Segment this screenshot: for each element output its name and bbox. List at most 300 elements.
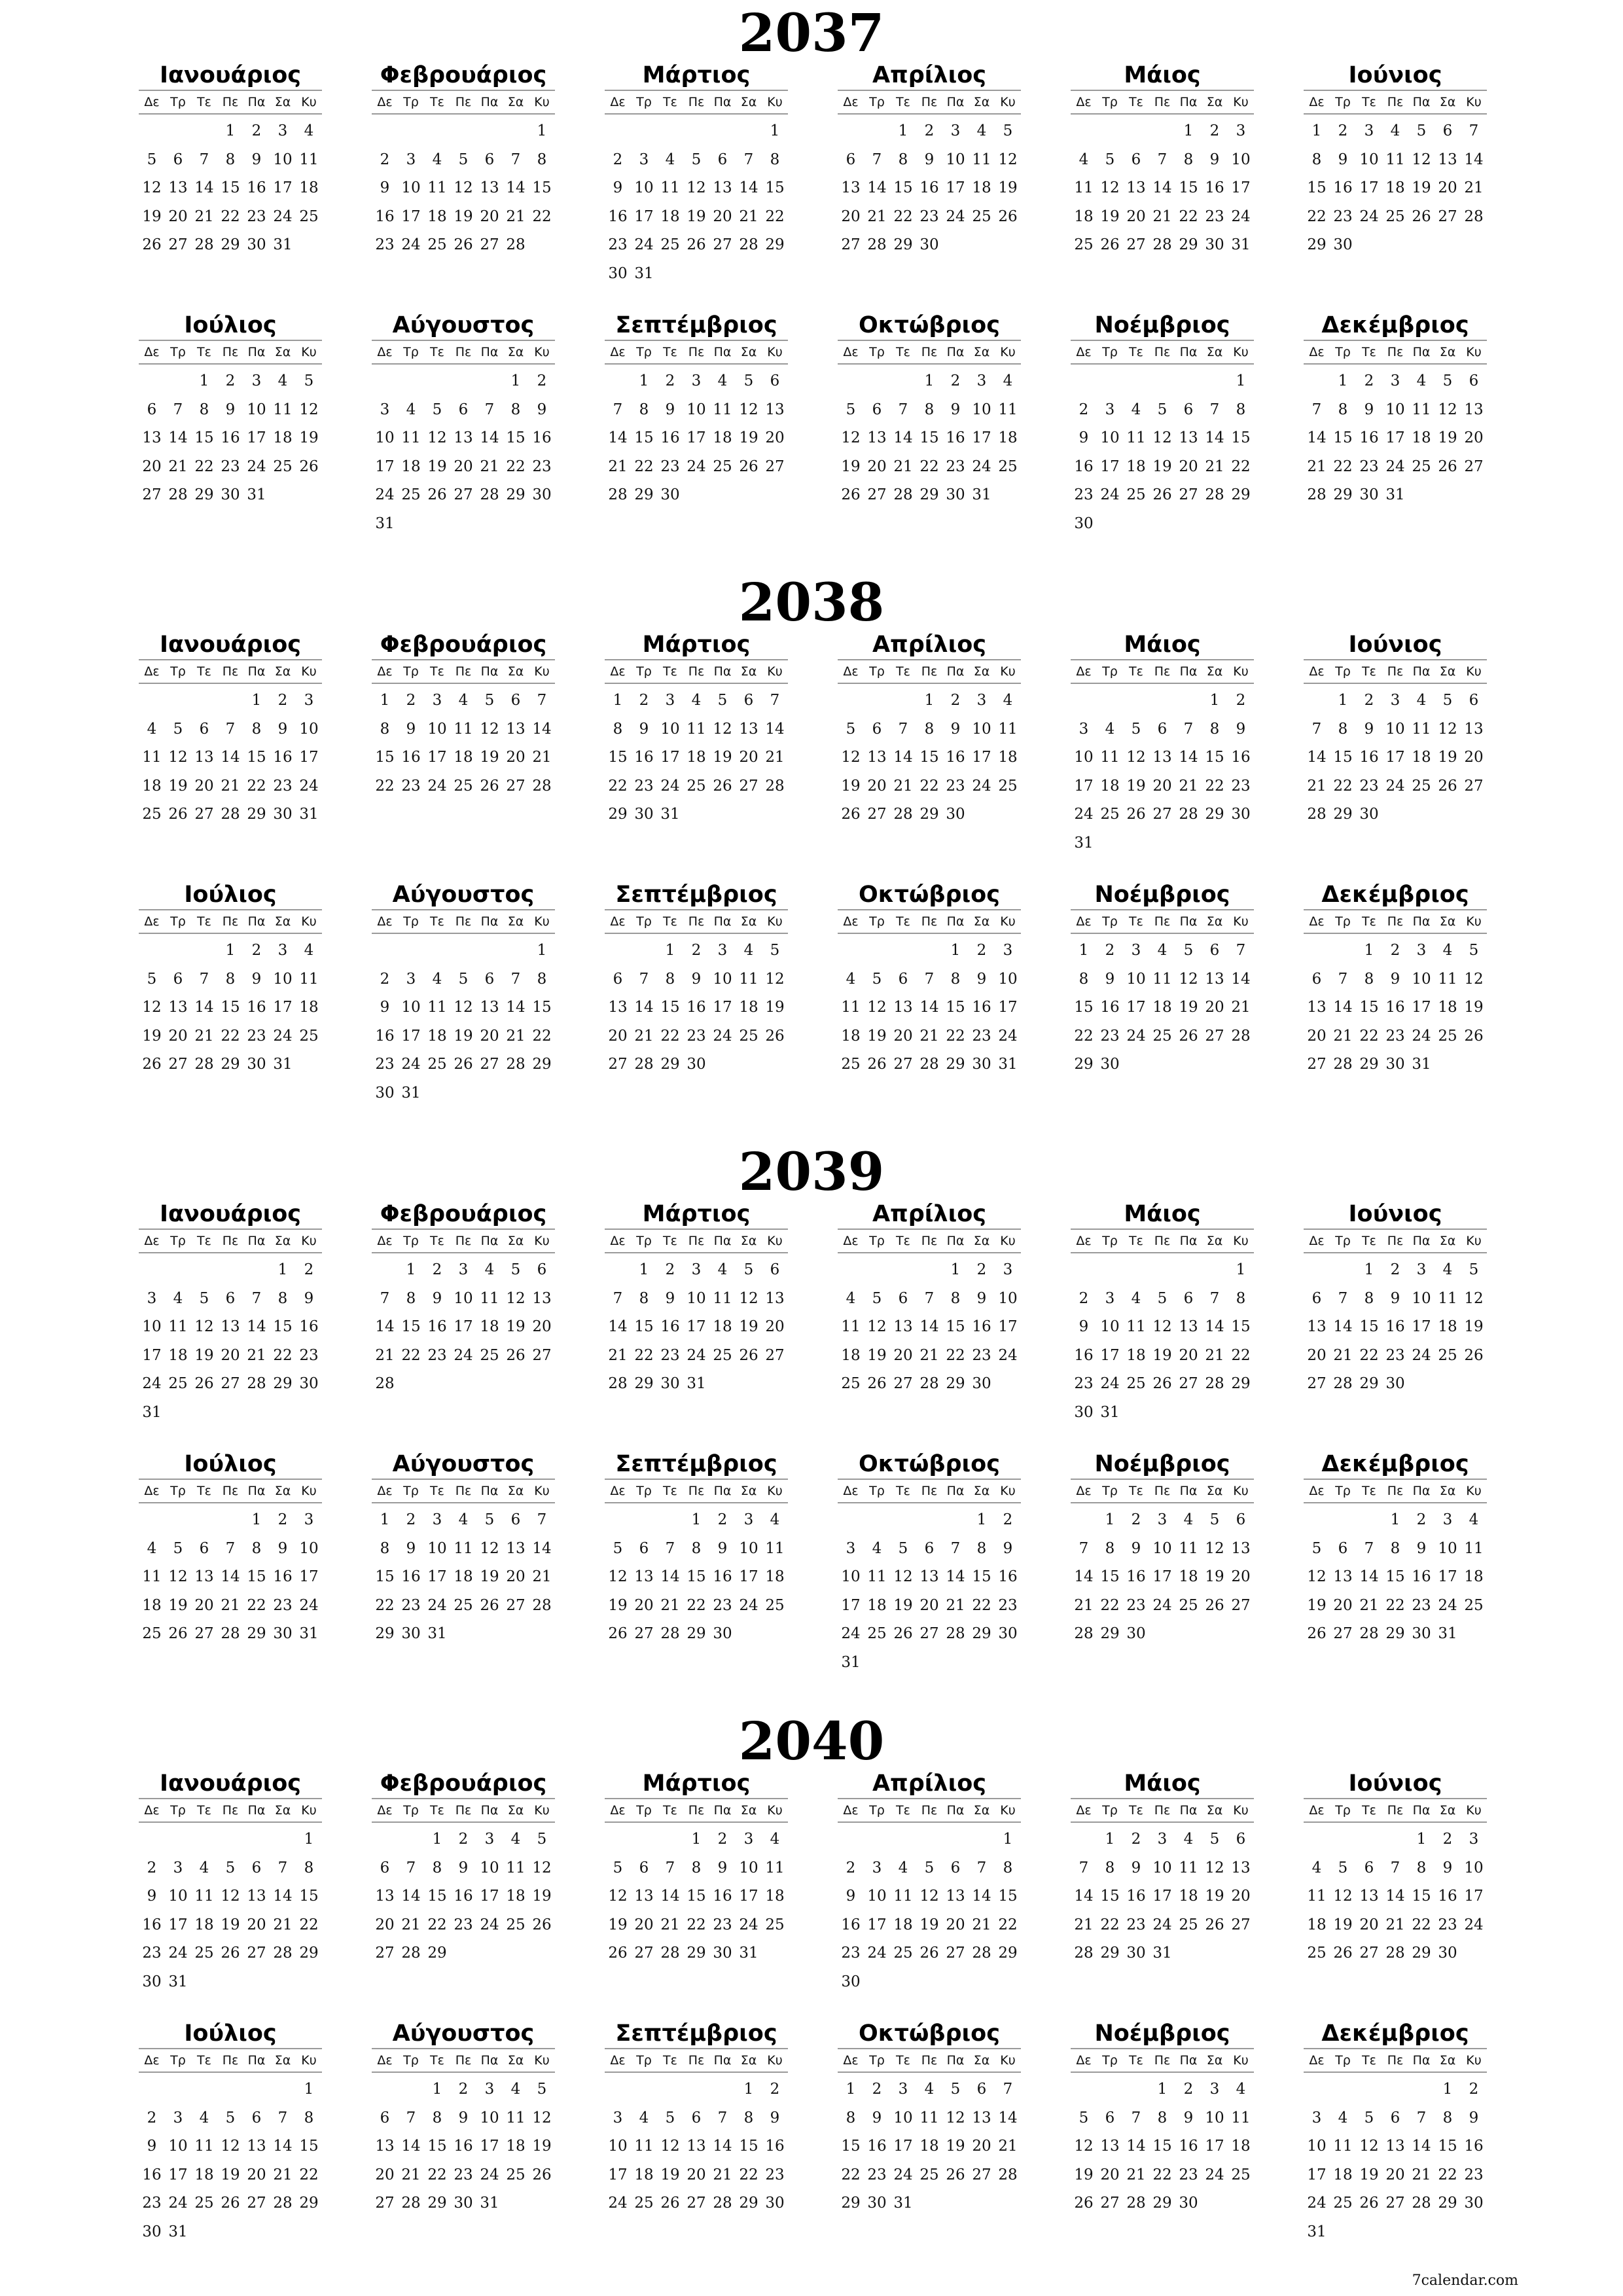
- empty-cell: [1149, 117, 1175, 146]
- week-row: [139, 1050, 322, 1079]
- day-cell: 1: [304, 2081, 314, 2098]
- weekday-label: Πε: [688, 1803, 705, 1818]
- day-cell: 8: [1311, 151, 1322, 168]
- day-cell: 21: [867, 207, 887, 225]
- week-row: [838, 1535, 1021, 1564]
- day-cell: 5: [1209, 1511, 1220, 1528]
- day-cell: 17: [1412, 999, 1431, 1016]
- day-cell: 12: [1333, 1888, 1353, 1905]
- weekday-label: Πα: [247, 2053, 266, 2068]
- weekday-label: Σα: [274, 914, 291, 929]
- day-cell: 23: [660, 457, 680, 475]
- day-cell: 11: [919, 2109, 939, 2126]
- day-cell: 27: [765, 1346, 785, 1364]
- day-cell: 10: [1074, 749, 1094, 766]
- day-cell: 1: [1209, 692, 1220, 709]
- empty-cell: [1304, 2075, 1330, 2104]
- day-cell: 21: [1179, 777, 1198, 795]
- day-cell: 9: [406, 1539, 416, 1557]
- day-cell: 21: [946, 1596, 965, 1614]
- day-cell: 1: [510, 372, 521, 389]
- weekday-label: Σα: [274, 1484, 291, 1498]
- day-cell: 16: [634, 749, 654, 766]
- weekday-label: Πε: [688, 2053, 705, 2068]
- empty-cell: [243, 2218, 270, 2247]
- week-row: [838, 1370, 1021, 1399]
- day-cell: 29: [1100, 1945, 1120, 1962]
- day-cell: 17: [401, 207, 421, 225]
- weekday-label: Πε: [455, 1234, 472, 1248]
- empty-cell: [1435, 800, 1461, 829]
- day-cell: 4: [304, 942, 314, 959]
- day-cell: 29: [1438, 2195, 1457, 2212]
- day-cell: 22: [972, 1596, 991, 1614]
- weekday-label: Σα: [1206, 345, 1223, 359]
- weekday-label: Τε: [430, 2053, 444, 2068]
- day-cell: 2: [1236, 692, 1246, 709]
- day-cell: 8: [225, 970, 236, 988]
- day-cell: 24: [401, 236, 421, 253]
- day-cell: 28: [998, 2166, 1018, 2183]
- day-cell: 4: [770, 1831, 780, 1848]
- day-cell: 27: [841, 236, 861, 253]
- week-row: [1304, 1854, 1487, 1883]
- empty-cell: [1382, 1825, 1408, 1854]
- day-cell: 27: [247, 1945, 266, 1962]
- weekday-label: Πα: [247, 345, 266, 359]
- weekday-label: Τρ: [1102, 1803, 1118, 1818]
- week-row: [139, 1022, 322, 1051]
- empty-cell: [890, 1506, 916, 1535]
- day-cell: 24: [972, 457, 991, 475]
- empty-cell: [296, 481, 322, 510]
- week-row: [838, 1313, 1021, 1342]
- month-block: [372, 2020, 555, 2218]
- day-cell: 6: [898, 970, 908, 988]
- day-cell: 5: [147, 970, 157, 988]
- weekday-header: [838, 659, 1021, 684]
- day-cell: 11: [998, 401, 1018, 418]
- day-cell: 28: [194, 1056, 214, 1073]
- day-cell: 27: [1231, 1596, 1251, 1614]
- weekday-label: Τρ: [869, 664, 885, 679]
- weekday-label: Τρ: [869, 95, 885, 109]
- day-grid: [838, 687, 1021, 829]
- day-cell: 14: [660, 1568, 680, 1585]
- week-row: [605, 453, 788, 482]
- empty-cell: [139, 367, 165, 396]
- empty-cell: [372, 937, 398, 965]
- day-cell: 25: [1385, 207, 1405, 225]
- day-cell: 5: [613, 1539, 623, 1557]
- day-cell: 11: [194, 1888, 214, 1905]
- day-cell: 22: [506, 457, 526, 475]
- day-cell: 31: [299, 806, 319, 823]
- day-cell: 20: [739, 749, 758, 766]
- day-cell: 16: [273, 1568, 293, 1585]
- weekday-label: Σα: [507, 914, 524, 929]
- day-cell: 4: [717, 372, 728, 389]
- day-cell: 20: [893, 1346, 913, 1364]
- day-cell: 12: [867, 999, 887, 1016]
- day-cell: 2: [665, 372, 675, 389]
- day-cell: 15: [401, 1318, 421, 1335]
- day-cell: 30: [1205, 236, 1224, 253]
- day-cell: 10: [660, 720, 680, 738]
- weekday-label: Σα: [1439, 1234, 1456, 1248]
- day-cell: 17: [608, 2166, 628, 2183]
- weekday-header: [139, 659, 322, 684]
- week-row: [605, 1911, 788, 1940]
- day-grid: [1071, 117, 1254, 260]
- empty-cell: [736, 800, 762, 829]
- day-cell: 12: [1359, 2138, 1379, 2155]
- empty-cell: [243, 2075, 270, 2104]
- day-cell: 24: [1152, 1916, 1172, 1933]
- weekday-header: [1304, 659, 1487, 684]
- day-cell: 5: [665, 2109, 675, 2126]
- day-cell: 18: [401, 457, 421, 475]
- day-cell: 22: [687, 1596, 706, 1614]
- week-row: [1071, 146, 1254, 175]
- day-cell: 29: [506, 486, 526, 503]
- day-cell: 14: [893, 749, 913, 766]
- day-cell: 20: [765, 1318, 785, 1335]
- weekday-label: Πε: [1154, 2053, 1171, 2068]
- day-cell: 30: [142, 2223, 162, 2240]
- day-cell: 9: [665, 1289, 675, 1307]
- day-cell: 6: [510, 1511, 521, 1528]
- day-cell: 6: [613, 970, 623, 988]
- month-block: [139, 312, 322, 510]
- week-row: [372, 1022, 555, 1051]
- day-cell: 1: [1236, 1261, 1246, 1278]
- empty-cell: [503, 117, 529, 146]
- week-row: [838, 203, 1021, 232]
- day-cell: 3: [846, 1539, 856, 1557]
- empty-cell: [139, 687, 165, 715]
- empty-cell: [503, 937, 529, 965]
- day-cell: 21: [506, 207, 526, 225]
- day-cell: 11: [1412, 720, 1431, 738]
- week-row: [1304, 424, 1487, 453]
- week-row: [1304, 1342, 1487, 1371]
- day-cell: 1: [1236, 372, 1246, 389]
- empty-cell: [864, 687, 890, 715]
- day-cell: 12: [1074, 2138, 1094, 2155]
- day-cell: 16: [1464, 2138, 1484, 2155]
- day-cell: 28: [1359, 1625, 1379, 1642]
- day-cell: 14: [1307, 429, 1327, 446]
- empty-cell: [1408, 2075, 1435, 2104]
- empty-cell: [503, 510, 529, 539]
- day-grid: [838, 2075, 1021, 2218]
- day-cell: 17: [1152, 1888, 1172, 1905]
- weekday-label: Πα: [247, 95, 266, 109]
- day-cell: 12: [1438, 720, 1457, 738]
- week-row: [372, 1882, 555, 1911]
- empty-cell: [165, 367, 191, 396]
- day-cell: 8: [613, 720, 623, 738]
- day-cell: 21: [1152, 207, 1172, 225]
- day-cell: 27: [867, 806, 887, 823]
- day-cell: 13: [532, 1289, 552, 1307]
- day-cell: 28: [194, 236, 214, 253]
- day-cell: 21: [1074, 1916, 1094, 1933]
- day-cell: 27: [168, 236, 188, 253]
- weekday-label: Κυ: [534, 345, 550, 359]
- day-cell: 27: [765, 457, 785, 475]
- day-cell: 14: [739, 179, 758, 196]
- day-cell: 28: [168, 486, 188, 503]
- day-cell: 1: [1157, 2081, 1168, 2098]
- day-cell: 4: [1442, 942, 1453, 959]
- week-row: [1304, 203, 1487, 232]
- day-cell: 10: [1307, 2138, 1327, 2155]
- empty-cell: [605, 2075, 631, 2104]
- day-cell: 20: [1126, 207, 1146, 225]
- day-cell: 18: [972, 179, 991, 196]
- week-row: [372, 1342, 555, 1371]
- day-cell: 23: [1074, 486, 1094, 503]
- empty-cell: [1461, 2218, 1487, 2247]
- day-cell: 30: [1464, 2195, 1484, 2212]
- day-cell: 14: [1359, 1568, 1379, 1585]
- day-cell: 27: [480, 236, 499, 253]
- month-block: [605, 1201, 788, 1399]
- empty-cell: [969, 2189, 995, 2218]
- day-cell: 19: [713, 749, 732, 766]
- weekday-label: Σα: [507, 1803, 524, 1818]
- day-cell: 26: [1126, 806, 1146, 823]
- day-cell: 30: [765, 2195, 785, 2212]
- day-cell: 23: [1333, 207, 1353, 225]
- day-cell: 21: [375, 1346, 395, 1364]
- day-cell: 22: [1205, 777, 1224, 795]
- day-cell: 14: [194, 179, 214, 196]
- weekday-label: Πε: [1387, 2053, 1404, 2068]
- empty-cell: [529, 231, 555, 260]
- day-cell: 11: [454, 720, 473, 738]
- weekday-label: Πε: [1154, 95, 1171, 109]
- day-cell: 23: [247, 207, 266, 225]
- week-row: [1071, 2189, 1254, 2218]
- empty-cell: [372, 2075, 398, 2104]
- day-cell: 13: [713, 179, 732, 196]
- day-cell: 25: [1126, 1375, 1146, 1392]
- empty-cell: [450, 1939, 476, 1968]
- day-cell: 23: [946, 457, 965, 475]
- day-cell: 8: [1105, 1859, 1115, 1876]
- day-cell: 19: [454, 207, 473, 225]
- day-cell: 26: [1438, 457, 1457, 475]
- weekday-label: Πα: [1179, 914, 1198, 929]
- month-block: [1304, 882, 1487, 1079]
- week-row: [605, 715, 788, 744]
- week-row: [1304, 2189, 1487, 2218]
- day-cell: 25: [454, 777, 473, 795]
- day-cell: 11: [142, 1568, 162, 1585]
- empty-cell: [736, 481, 762, 510]
- day-cell: 16: [454, 2138, 473, 2155]
- day-cell: 28: [1152, 236, 1172, 253]
- week-row: [372, 1535, 555, 1564]
- week-row: [372, 481, 555, 510]
- day-cell: 5: [743, 372, 754, 389]
- day-cell: 13: [247, 1888, 266, 1905]
- day-cell: 16: [713, 1888, 732, 1905]
- empty-cell: [1175, 510, 1202, 539]
- day-cell: 19: [893, 1596, 913, 1614]
- weekday-label: Πε: [222, 1803, 239, 1818]
- empty-cell: [762, 1939, 788, 1968]
- day-cell: 7: [1469, 122, 1479, 139]
- week-row: [1071, 510, 1254, 539]
- day-cell: 12: [1438, 401, 1457, 418]
- day-cell: 14: [1307, 749, 1327, 766]
- day-cell: 25: [1179, 1916, 1198, 1933]
- day-cell: 21: [1333, 1346, 1353, 1364]
- day-cell: 24: [1100, 486, 1120, 503]
- weekday-label: Τρ: [636, 345, 652, 359]
- weekday-header: [372, 909, 555, 934]
- day-cell: 29: [194, 486, 214, 503]
- day-cell: 25: [506, 1916, 526, 1933]
- week-row: [372, 1939, 555, 1968]
- weekday-label: Κυ: [767, 914, 783, 929]
- day-cell: 15: [634, 429, 654, 446]
- weekday-label: Δε: [843, 1803, 859, 1818]
- week-row: [1304, 396, 1487, 425]
- empty-cell: [243, 1825, 270, 1854]
- day-cell: 26: [480, 777, 499, 795]
- weekday-label: Κυ: [301, 1803, 317, 1818]
- day-cell: 29: [1359, 1056, 1379, 1073]
- day-cell: 18: [506, 1888, 526, 1905]
- day-cell: 15: [1179, 179, 1198, 196]
- weekday-label: Κυ: [534, 95, 550, 109]
- month-block: [1071, 1201, 1254, 1427]
- empty-cell: [736, 260, 762, 289]
- day-cell: 6: [1469, 372, 1479, 389]
- day-cell: 11: [972, 151, 991, 168]
- day-cell: 21: [1464, 179, 1484, 196]
- day-cell: 8: [950, 1289, 961, 1307]
- day-cell: 27: [375, 2195, 395, 2212]
- weekday-label: Πα: [1179, 345, 1198, 359]
- weekday-label: Κυ: [767, 1234, 783, 1248]
- day-cell: 10: [142, 1318, 162, 1335]
- day-cell: 8: [1183, 151, 1194, 168]
- day-cell: 23: [1126, 1596, 1146, 1614]
- week-row: [372, 994, 555, 1022]
- day-cell: 22: [1333, 777, 1353, 795]
- month-block: [1071, 312, 1254, 538]
- day-grid: [1304, 1825, 1487, 1968]
- weekday-label: Τε: [197, 1234, 211, 1248]
- week-row: [372, 1911, 555, 1940]
- day-cell: 2: [432, 1261, 442, 1278]
- day-cell: 10: [687, 1289, 706, 1307]
- weekday-label: Κυ: [1466, 2053, 1482, 2068]
- day-cell: 28: [972, 1945, 991, 1962]
- day-cell: 4: [1157, 942, 1168, 959]
- empty-cell: [217, 1399, 243, 1427]
- weekday-label: Σα: [1439, 2053, 1456, 2068]
- day-cell: 1: [1364, 942, 1374, 959]
- day-cell: 16: [375, 1027, 395, 1045]
- day-cell: 15: [841, 2138, 861, 2155]
- empty-cell: [736, 1620, 762, 1649]
- day-cell: 12: [532, 1859, 552, 1876]
- day-cell: 16: [375, 207, 395, 225]
- weekday-label: Πα: [1412, 1803, 1431, 1818]
- weekday-label: Πα: [1179, 1484, 1198, 1498]
- day-cell: 6: [1131, 151, 1141, 168]
- day-cell: 29: [1412, 1945, 1431, 1962]
- day-cell: 10: [893, 2109, 913, 2126]
- day-cell: 15: [375, 1568, 395, 1585]
- day-cell: 5: [432, 401, 442, 418]
- day-cell: 10: [401, 999, 421, 1016]
- day-cell: 6: [537, 1261, 547, 1278]
- week-row: [605, 744, 788, 772]
- day-cell: 5: [304, 372, 314, 389]
- day-grid: [1071, 2075, 1254, 2218]
- empty-cell: [916, 2189, 942, 2218]
- day-cell: 14: [1074, 1568, 1094, 1585]
- weekday-label: Δε: [377, 345, 393, 359]
- empty-cell: [450, 1370, 476, 1399]
- empty-cell: [1175, 1620, 1202, 1649]
- day-cell: 17: [247, 429, 266, 446]
- day-cell: 19: [168, 1596, 188, 1614]
- day-cell: 10: [608, 2138, 628, 2155]
- day-cell: 25: [1231, 2166, 1251, 2183]
- empty-cell: [942, 2189, 969, 2218]
- day-cell: 17: [972, 429, 991, 446]
- day-cell: 10: [480, 2109, 499, 2126]
- weekday-label: Τρ: [170, 664, 186, 679]
- day-cell: 25: [168, 1375, 188, 1392]
- day-cell: 15: [1100, 1568, 1120, 1585]
- day-cell: 19: [1333, 1916, 1353, 1933]
- day-cell: 29: [919, 486, 939, 503]
- weekday-label: Σα: [740, 664, 757, 679]
- weekday-label: Δε: [144, 2053, 160, 2068]
- weekday-label: Πα: [480, 664, 499, 679]
- day-cell: 16: [299, 1318, 319, 1335]
- day-cell: 13: [1359, 1888, 1379, 1905]
- day-cell: 20: [221, 1346, 240, 1364]
- day-cell: 12: [687, 179, 706, 196]
- day-cell: 8: [639, 1289, 649, 1307]
- week-row: [139, 2218, 322, 2247]
- day-cell: 23: [1100, 1027, 1120, 1045]
- month-name: Μάρτιος: [642, 1770, 751, 1797]
- day-cell: 21: [972, 1916, 991, 1933]
- day-cell: 28: [893, 486, 913, 503]
- day-cell: 17: [867, 1916, 887, 1933]
- day-cell: 20: [168, 207, 188, 225]
- day-cell: 4: [1105, 720, 1115, 738]
- empty-cell: [398, 117, 424, 146]
- day-cell: 8: [537, 151, 547, 168]
- week-row: [1071, 1399, 1254, 1427]
- empty-cell: [1202, 1256, 1228, 1285]
- day-cell: 14: [1205, 429, 1224, 446]
- weekday-label: Σα: [973, 1234, 990, 1248]
